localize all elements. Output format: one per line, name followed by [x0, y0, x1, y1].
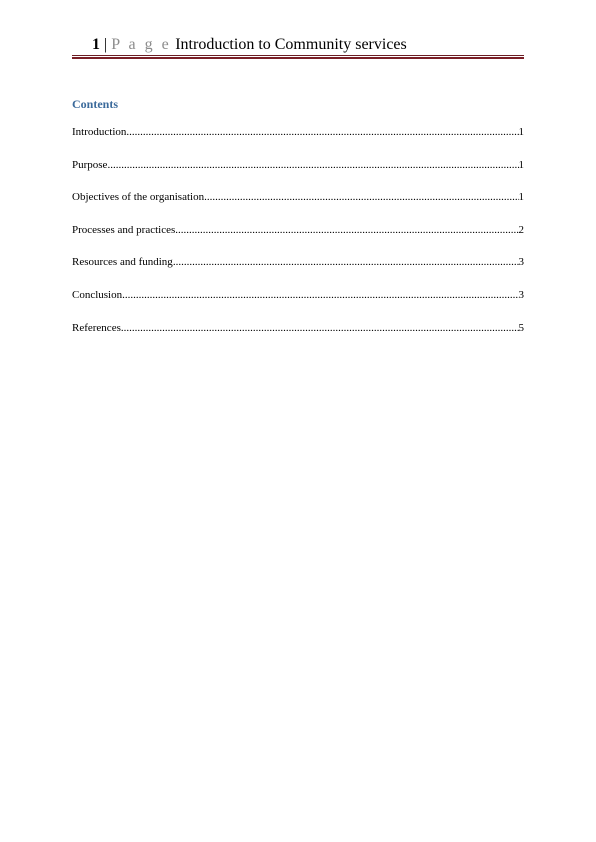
toc-entry-label: Objectives of the organisation [72, 191, 205, 204]
toc-entry-label: Purpose [72, 158, 108, 171]
page-number: 1 [92, 36, 100, 53]
toc-leader-dots [173, 254, 519, 270]
toc-entry-references[interactable] [72, 320, 524, 336]
header-rule-thick [72, 57, 524, 59]
document-title: Introduction to Community services [175, 36, 407, 53]
toc-entry-page: 1 [518, 191, 524, 204]
toc-heading: Contents [72, 97, 119, 111]
toc-leader-dots [175, 222, 518, 238]
toc-entry-page: 2 [518, 223, 524, 236]
page-header [92, 35, 407, 55]
toc-leader-dots [204, 189, 518, 205]
toc-entry-conclusion[interactable] [72, 287, 524, 303]
toc-leader-dots [126, 124, 518, 140]
toc-entry-label: Introduction [72, 126, 127, 138]
toc-entry-label: Processes and practices [72, 223, 176, 236]
table-of-contents [72, 124, 524, 352]
toc-entry-page: 5 [518, 321, 524, 334]
toc-entry-page: 1 [518, 158, 524, 171]
toc-entry-objectives[interactable] [72, 189, 524, 205]
toc-entry-processes[interactable] [72, 222, 524, 238]
toc-entry-label: Resources and funding [72, 256, 173, 269]
toc-leader-dots [121, 320, 519, 336]
toc-entry-label: References [72, 321, 121, 334]
toc-leader-dots [122, 287, 518, 303]
toc-entry-page: 3 [518, 288, 524, 301]
toc-entry-page: 3 [518, 256, 524, 269]
toc-entry-page: 1 [518, 126, 524, 138]
toc-leader-dots [107, 157, 518, 173]
toc-entry-introduction[interactable] [72, 124, 524, 140]
page-word: P a g e [111, 36, 172, 53]
header-rule-thin [72, 55, 524, 56]
toc-entry-purpose[interactable] [72, 157, 524, 173]
toc-entry-label: Conclusion [72, 288, 123, 301]
toc-entry-resources[interactable] [72, 254, 524, 270]
header-separator: | [104, 36, 108, 53]
